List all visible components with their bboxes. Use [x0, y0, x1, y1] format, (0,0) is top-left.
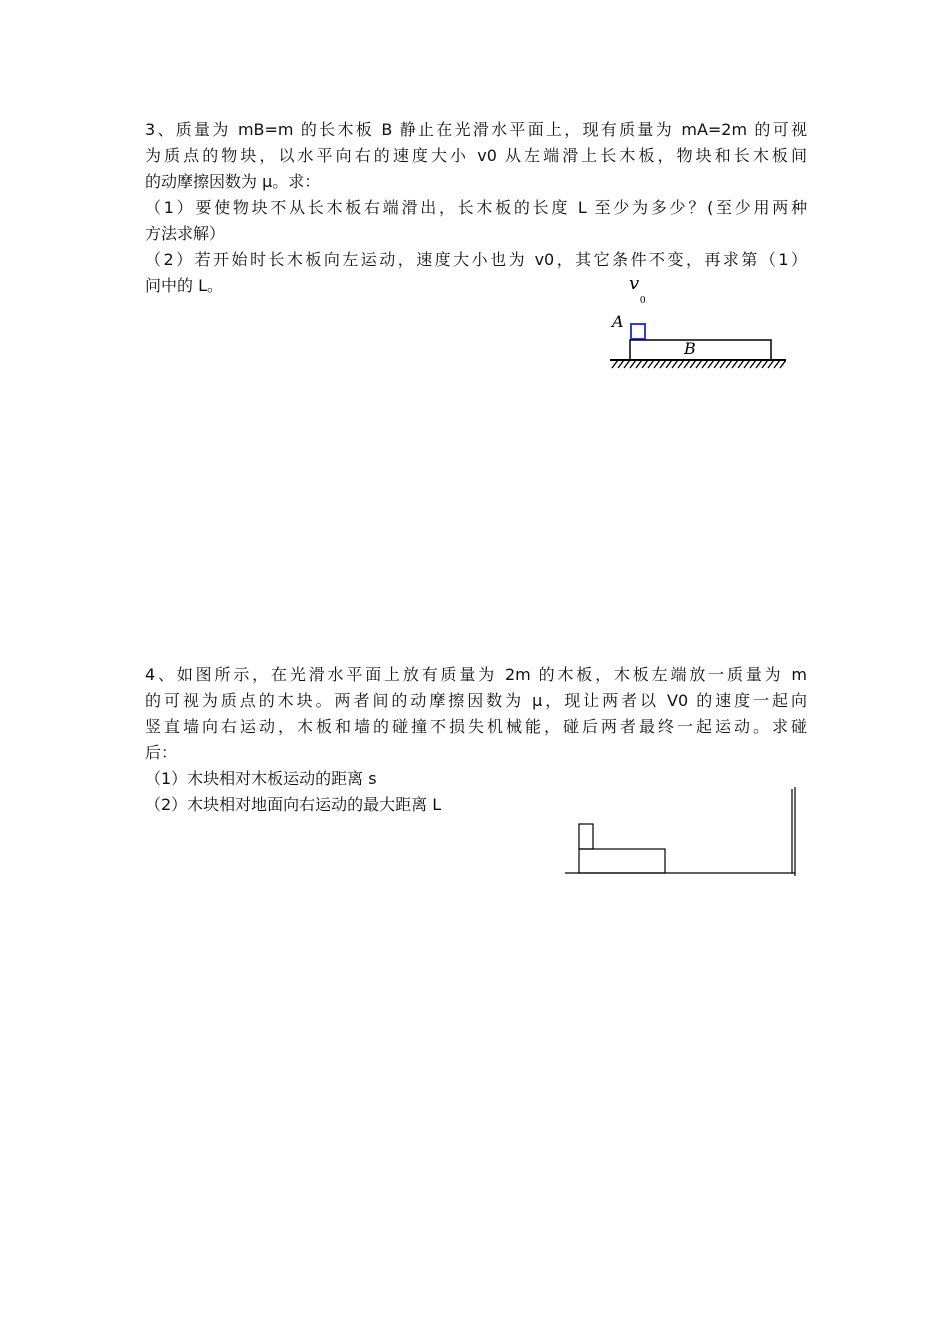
block-a-label: A — [612, 312, 624, 331]
problem-4-text — [145, 662, 807, 818]
problem-3-line: 问中的 L。 — [145, 276, 224, 295]
problem-3-line: 3、质量为 mB=m 的长木板 B 静止在光滑水平面上，现有质量为 mA=2m 的可视 — [145, 120, 807, 139]
problem-3-line: 方法求解） — [145, 224, 226, 243]
problem-4-line: （1）木块相对木板运动的距离 s — [145, 769, 377, 788]
problem-3-line: （1）要使物块不从长木板右端滑出，长木板的长度 L 至少为多少？(至少用两种 — [145, 198, 807, 217]
problem-4-line: 竖直墙向右运动，木板和墙的碰撞不损失机械能，碰后两者最终一起运动。求碰 — [145, 717, 807, 736]
board-b — [630, 340, 771, 360]
velocity-subscript: 0 — [640, 294, 646, 306]
problem-4-line: 4、如图所示，在光滑水平面上放有质量为 2m 的木板，木板左端放一质量为 m — [145, 665, 807, 684]
problem-4-line: （2）木块相对地面向右运动的最大距离 L — [145, 795, 442, 814]
wooden-board — [579, 849, 665, 873]
block-a — [631, 324, 645, 339]
problem-3-line: （2）若开始时长木板向左运动，速度大小也为 v0，其它条件不变，再求第（1） — [145, 250, 807, 269]
problem-3-text — [145, 117, 807, 299]
ground-hatching — [612, 360, 786, 368]
board-b-label: B — [684, 339, 696, 358]
problem-3-line: 的动摩擦因数为 μ。求： — [145, 172, 321, 191]
problem-4-line: 后： — [145, 743, 178, 762]
problem-4-line: 的可视为质点的木块。两者间的动摩擦因数为 μ，现让两者以 V0 的速度一起向 — [145, 691, 807, 710]
velocity-label: v — [629, 273, 640, 294]
problem-3-line: 为质点的物块，以水平向右的速度大小 v0 从左端滑上长木板，物块和长木板间 — [145, 146, 807, 165]
wooden-block — [579, 824, 593, 849]
